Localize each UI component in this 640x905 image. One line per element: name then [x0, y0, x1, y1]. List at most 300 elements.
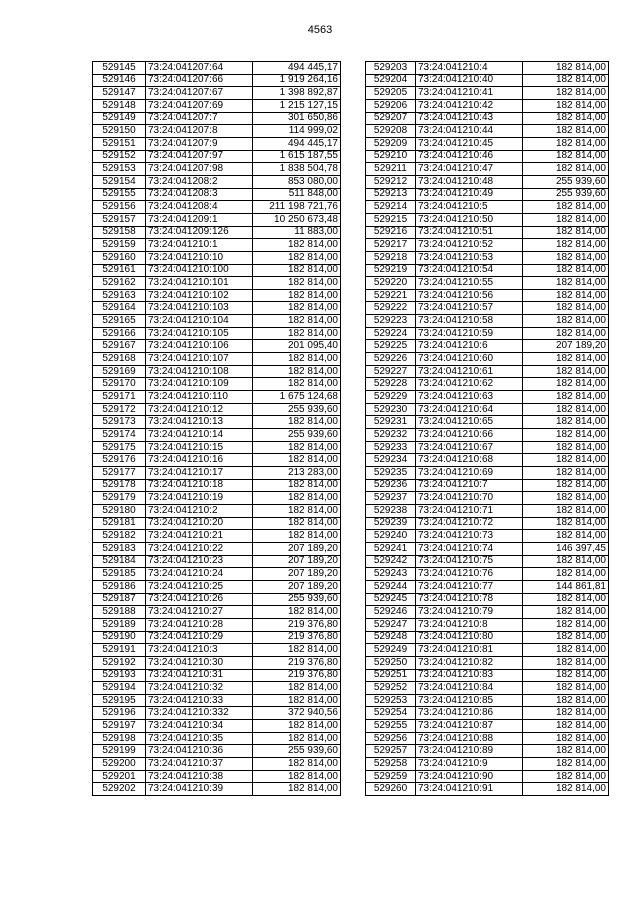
cadastral-value: 182 814,00: [253, 504, 341, 517]
table-row: [93, 201, 341, 214]
cadastral-number: 73:24:041207:64: [146, 62, 253, 75]
cadastral-value: 182 814,00: [253, 353, 341, 366]
table-row: [93, 479, 341, 492]
cadastral-number: 73:24:041210:24: [146, 568, 253, 581]
table-row: [366, 213, 609, 226]
cadastral-number: 73:24:041210:53: [416, 251, 523, 264]
table-row: [366, 403, 609, 416]
cadastral-number: 73:24:041208:3: [146, 188, 253, 201]
cadastral-value: 182 814,00: [253, 479, 341, 492]
cadastral-value: 182 814,00: [523, 441, 609, 454]
table-row: [93, 504, 341, 517]
table-row: [366, 87, 609, 100]
cadastral-value: 182 814,00: [523, 492, 609, 505]
cadastral-number: 73:24:041210:69: [416, 467, 523, 480]
row-number: 529208: [366, 125, 416, 138]
table-row: [93, 353, 341, 366]
cadastral-number: 73:24:041208:4: [146, 201, 253, 214]
cadastral-number: 73:24:041210:45: [416, 137, 523, 150]
cadastral-value: 182 814,00: [253, 289, 341, 302]
row-number: 529181: [93, 517, 146, 530]
table-row: [93, 251, 341, 264]
cadastral-number: 73:24:041210:57: [416, 302, 523, 315]
table-row: [366, 618, 609, 631]
cadastral-value: 182 814,00: [523, 365, 609, 378]
cadastral-number: 73:24:041210:42: [416, 99, 523, 112]
cadastral-value: 182 814,00: [523, 669, 609, 682]
cadastral-number: 73:24:041209:126: [146, 226, 253, 239]
table-row: [366, 226, 609, 239]
table-row: [366, 732, 609, 745]
row-number: 529239: [366, 517, 416, 530]
row-number: 529256: [366, 732, 416, 745]
table-row: [366, 289, 609, 302]
table-row: [93, 644, 341, 657]
cadastral-value: 144 861,81: [523, 580, 609, 593]
table-row: [366, 125, 609, 138]
row-number: 529221: [366, 289, 416, 302]
cadastral-number: 73:24:041210:56: [416, 289, 523, 302]
cadastral-number: 73:24:041210:103: [146, 302, 253, 315]
cadastral-value: 1 615 187,55: [253, 150, 341, 163]
row-number: 529150: [93, 125, 146, 138]
table-row: [366, 542, 609, 555]
table-row: [366, 479, 609, 492]
cadastral-value: 511 848,00: [253, 188, 341, 201]
row-number: 529235: [366, 467, 416, 480]
cadastral-number: 73:24:041210:4: [416, 62, 523, 75]
table-row: [366, 201, 609, 214]
cadastral-value: 182 814,00: [523, 732, 609, 745]
cadastral-number: 73:24:041210:5: [416, 201, 523, 214]
cadastral-number: 73:24:041210:37: [146, 758, 253, 771]
row-number: 529216: [366, 226, 416, 239]
table-row: [93, 517, 341, 530]
cadastral-value: 182 814,00: [523, 467, 609, 480]
row-number: 529210: [366, 150, 416, 163]
table-row: [366, 492, 609, 505]
cadastral-value: 182 814,00: [523, 618, 609, 631]
row-number: 529182: [93, 530, 146, 543]
cadastral-value: 182 814,00: [523, 783, 609, 796]
cadastral-value: 182 814,00: [523, 593, 609, 606]
row-number: 529190: [93, 631, 146, 644]
row-number: 529237: [366, 492, 416, 505]
cadastral-number: 73:24:041210:33: [146, 694, 253, 707]
row-number: 529245: [366, 593, 416, 606]
cadastral-value: 182 814,00: [523, 745, 609, 758]
cadastral-number: 73:24:041210:28: [146, 618, 253, 631]
row-number: 529249: [366, 644, 416, 657]
cadastral-value: 182 814,00: [253, 378, 341, 391]
row-number: 529188: [93, 606, 146, 619]
cadastral-number: 73:24:041210:39: [146, 783, 253, 796]
cadastral-value: 182 814,00: [523, 416, 609, 429]
table-row: [93, 365, 341, 378]
cadastral-value: 182 814,00: [253, 783, 341, 796]
table-row: [93, 454, 341, 467]
cadastral-value: 182 814,00: [523, 213, 609, 226]
table-row: [366, 517, 609, 530]
row-number: 529227: [366, 365, 416, 378]
table-row: [93, 277, 341, 290]
row-number: 529200: [93, 758, 146, 771]
table-row: [366, 631, 609, 644]
cadastral-value: 255 939,60: [523, 175, 609, 188]
row-number: 529248: [366, 631, 416, 644]
table-row: [93, 682, 341, 695]
cadastral-value: 219 376,80: [253, 631, 341, 644]
cadastral-number: 73:24:041210:34: [146, 720, 253, 733]
table-row: [366, 264, 609, 277]
table-row: [93, 593, 341, 606]
cadastral-value: 182 814,00: [253, 682, 341, 695]
cadastral-value: 182 814,00: [253, 251, 341, 264]
cadastral-table-right: [365, 61, 609, 796]
row-number: 529253: [366, 694, 416, 707]
cadastral-value: 182 814,00: [523, 530, 609, 543]
cadastral-number: 73:24:041210:7: [416, 479, 523, 492]
cadastral-number: 73:24:041210:41: [416, 87, 523, 100]
table-row: [93, 163, 341, 176]
table-row: [366, 682, 609, 695]
table-row: [366, 694, 609, 707]
row-number: 529212: [366, 175, 416, 188]
cadastral-value: 182 814,00: [523, 682, 609, 695]
table-row: [93, 783, 341, 796]
row-number: 529215: [366, 213, 416, 226]
cadastral-value: 146 397,45: [523, 542, 609, 555]
cadastral-number: 73:24:041210:64: [416, 403, 523, 416]
table-row: [93, 770, 341, 783]
cadastral-value: 182 814,00: [253, 239, 341, 252]
table-row: [93, 492, 341, 505]
cadastral-value: 182 814,00: [523, 251, 609, 264]
cadastral-number: 73:24:041210:73: [416, 530, 523, 543]
table-row: [366, 239, 609, 252]
row-number: 529187: [93, 593, 146, 606]
cadastral-number: 73:24:041210:105: [146, 327, 253, 340]
cadastral-value: 853 080,00: [253, 175, 341, 188]
cadastral-value: 1 215 127,15: [253, 99, 341, 112]
cadastral-number: 73:24:041210:82: [416, 656, 523, 669]
cadastral-number: 73:24:041210:89: [416, 745, 523, 758]
cadastral-value: 182 814,00: [523, 87, 609, 100]
cadastral-number: 73:24:041210:61: [416, 365, 523, 378]
row-number: 529171: [93, 391, 146, 404]
table-row: [93, 213, 341, 226]
table-row: [93, 542, 341, 555]
row-number: 529260: [366, 783, 416, 796]
table-row: [366, 353, 609, 366]
row-number: 529238: [366, 504, 416, 517]
cadastral-number: 73:24:041210:78: [416, 593, 523, 606]
table-row: [366, 175, 609, 188]
cadastral-number: 73:24:041210:6: [416, 340, 523, 353]
cadastral-value: 182 814,00: [523, 378, 609, 391]
cadastral-value: 255 939,60: [523, 188, 609, 201]
row-number: 529165: [93, 315, 146, 328]
cadastral-number: 73:24:041210:25: [146, 580, 253, 593]
table-row: [93, 429, 341, 442]
table-row: [93, 656, 341, 669]
cadastral-value: 1 675 124,68: [253, 391, 341, 404]
cadastral-number: 73:24:041210:79: [416, 606, 523, 619]
table-row: [366, 770, 609, 783]
cadastral-number: 73:24:041210:32: [146, 682, 253, 695]
cadastral-value: 182 814,00: [253, 302, 341, 315]
table-row: [93, 62, 341, 75]
cadastral-value: 182 814,00: [523, 137, 609, 150]
cadastral-value: 201 095,40: [253, 340, 341, 353]
cadastral-number: 73:24:041207:66: [146, 74, 253, 87]
cadastral-value: 182 814,00: [523, 163, 609, 176]
cadastral-number: 73:24:041210:19: [146, 492, 253, 505]
row-number: 529209: [366, 137, 416, 150]
table-row: [366, 378, 609, 391]
cadastral-number: 73:24:041210:12: [146, 403, 253, 416]
row-number: 529152: [93, 150, 146, 163]
row-number: 529229: [366, 391, 416, 404]
cadastral-number: 73:24:041207:7: [146, 112, 253, 125]
table-row: [366, 783, 609, 796]
table-row: [93, 720, 341, 733]
cadastral-value: 182 814,00: [253, 264, 341, 277]
table-row: [93, 74, 341, 87]
cadastral-value: 182 814,00: [523, 201, 609, 214]
cadastral-number: 73:24:041210:100: [146, 264, 253, 277]
row-number: 529180: [93, 504, 146, 517]
row-number: 529191: [93, 644, 146, 657]
table-row: [93, 289, 341, 302]
cadastral-number: 73:24:041210:63: [416, 391, 523, 404]
cadastral-value: 182 814,00: [523, 770, 609, 783]
table-row: [366, 656, 609, 669]
row-number: 529184: [93, 555, 146, 568]
table-row: [366, 454, 609, 467]
cadastral-value: 1 919 264,16: [253, 74, 341, 87]
row-number: 529232: [366, 429, 416, 442]
cadastral-number: 73:24:041210:77: [416, 580, 523, 593]
cadastral-number: 73:24:041210:59: [416, 327, 523, 340]
cadastral-value: 182 814,00: [523, 454, 609, 467]
table-row: [366, 340, 609, 353]
cadastral-value: 255 939,60: [253, 403, 341, 416]
table-row: [366, 416, 609, 429]
cadastral-value: 182 814,00: [253, 277, 341, 290]
cadastral-value: 182 814,00: [253, 454, 341, 467]
row-number: 529179: [93, 492, 146, 505]
table-row: [366, 669, 609, 682]
row-number: 529219: [366, 264, 416, 277]
table-row: [366, 137, 609, 150]
row-number: 529151: [93, 137, 146, 150]
cadastral-number: 73:24:041210:9: [416, 758, 523, 771]
row-number: 529213: [366, 188, 416, 201]
table-row: [93, 618, 341, 631]
table-row: [93, 87, 341, 100]
cadastral-number: 73:24:041210:107: [146, 353, 253, 366]
cadastral-number: 73:24:041210:86: [416, 707, 523, 720]
table-row: [93, 403, 341, 416]
cadastral-number: 73:24:041210:332: [146, 707, 253, 720]
cadastral-number: 73:24:041210:14: [146, 429, 253, 442]
cadastral-number: 73:24:041210:65: [416, 416, 523, 429]
cadastral-value: 182 814,00: [253, 758, 341, 771]
cadastral-value: 207 189,20: [253, 568, 341, 581]
cadastral-value: 182 814,00: [523, 517, 609, 530]
row-number: 529177: [93, 467, 146, 480]
table-row: [93, 302, 341, 315]
cadastral-number: 73:24:041210:62: [416, 378, 523, 391]
table-row: [366, 758, 609, 771]
row-number: 529222: [366, 302, 416, 315]
cadastral-number: 73:24:041210:87: [416, 720, 523, 733]
cadastral-value: 182 814,00: [523, 758, 609, 771]
table-row: [366, 467, 609, 480]
row-number: 529161: [93, 264, 146, 277]
cadastral-value: 182 814,00: [523, 302, 609, 315]
cadastral-value: 182 814,00: [253, 365, 341, 378]
row-number: 529207: [366, 112, 416, 125]
row-number: 529160: [93, 251, 146, 264]
table-row: [366, 112, 609, 125]
row-number: 529217: [366, 239, 416, 252]
table-row: [93, 580, 341, 593]
cadastral-number: 73:24:041210:66: [416, 429, 523, 442]
cadastral-value: 182 814,00: [253, 492, 341, 505]
cadastral-number: 73:24:041210:44: [416, 125, 523, 138]
table-row: [93, 758, 341, 771]
cadastral-number: 73:24:041207:69: [146, 99, 253, 112]
row-number: 529149: [93, 112, 146, 125]
row-number: 529242: [366, 555, 416, 568]
table-row: [366, 74, 609, 87]
table-row: [93, 555, 341, 568]
cadastral-value: 219 376,80: [253, 618, 341, 631]
table-row: [93, 416, 341, 429]
cadastral-value: 182 814,00: [523, 391, 609, 404]
cadastral-number: 73:24:041210:29: [146, 631, 253, 644]
row-number: 529172: [93, 403, 146, 416]
cadastral-number: 73:24:041210:58: [416, 315, 523, 328]
cadastral-value: 219 376,80: [253, 656, 341, 669]
cadastral-value: 182 814,00: [523, 568, 609, 581]
row-number: 529234: [366, 454, 416, 467]
cadastral-value: 211 198 721,76: [253, 201, 341, 214]
row-number: 529169: [93, 365, 146, 378]
cadastral-number: 73:24:041210:51: [416, 226, 523, 239]
cadastral-value: 301 650,86: [253, 112, 341, 125]
cadastral-value: 255 939,60: [253, 593, 341, 606]
cadastral-number: 73:24:041210:48: [416, 175, 523, 188]
cadastral-number: 73:24:041210:23: [146, 555, 253, 568]
cadastral-value: 182 814,00: [523, 694, 609, 707]
row-number: 529147: [93, 87, 146, 100]
row-number: 529153: [93, 163, 146, 176]
cadastral-value: 255 939,60: [253, 429, 341, 442]
cadastral-value: 207 189,20: [253, 555, 341, 568]
cadastral-number: 73:24:041210:1: [146, 239, 253, 252]
row-number: 529255: [366, 720, 416, 733]
table-row: [93, 137, 341, 150]
row-number: 529166: [93, 327, 146, 340]
cadastral-value: 114 999,02: [253, 125, 341, 138]
table-row: [93, 441, 341, 454]
cadastral-value: 182 814,00: [523, 264, 609, 277]
row-number: 529167: [93, 340, 146, 353]
cadastral-value: 182 814,00: [253, 327, 341, 340]
row-number: 529254: [366, 707, 416, 720]
cadastral-number: 73:24:041210:110: [146, 391, 253, 404]
table-row: [366, 707, 609, 720]
cadastral-value: 494 445,17: [253, 137, 341, 150]
cadastral-number: 73:24:041210:68: [416, 454, 523, 467]
row-number: 529164: [93, 302, 146, 315]
row-number: 529146: [93, 74, 146, 87]
row-number: 529170: [93, 378, 146, 391]
row-number: 529197: [93, 720, 146, 733]
row-number: 529203: [366, 62, 416, 75]
cadastral-value: 182 814,00: [253, 644, 341, 657]
table-row: [93, 112, 341, 125]
cadastral-number: 73:24:041210:81: [416, 644, 523, 657]
page-number: 4563: [307, 24, 333, 36]
row-number: 529178: [93, 479, 146, 492]
table-row: [93, 327, 341, 340]
row-number: 529159: [93, 239, 146, 252]
cadastral-number: 73:24:041210:8: [416, 618, 523, 631]
cadastral-number: 73:24:041210:43: [416, 112, 523, 125]
row-number: 529189: [93, 618, 146, 631]
row-number: 529183: [93, 542, 146, 555]
cadastral-number: 73:24:041210:76: [416, 568, 523, 581]
cadastral-value: 182 814,00: [253, 517, 341, 530]
cadastral-number: 73:24:041210:13: [146, 416, 253, 429]
cadastral-number: 73:24:041210:60: [416, 353, 523, 366]
row-number: 529220: [366, 277, 416, 290]
cadastral-value: 255 939,60: [253, 745, 341, 758]
cadastral-value: 1 398 892,87: [253, 87, 341, 100]
cadastral-value: 372 940,56: [253, 707, 341, 720]
cadastral-number: 73:24:041210:3: [146, 644, 253, 657]
cadastral-number: 73:24:041210:38: [146, 770, 253, 783]
row-number: 529258: [366, 758, 416, 771]
cadastral-number: 73:24:041207:9: [146, 137, 253, 150]
row-number: 529236: [366, 479, 416, 492]
cadastral-value: 182 814,00: [523, 656, 609, 669]
row-number: 529148: [93, 99, 146, 112]
cadastral-number: 73:24:041210:109: [146, 378, 253, 391]
row-number: 529199: [93, 745, 146, 758]
row-number: 529211: [366, 163, 416, 176]
table-row: [366, 188, 609, 201]
cadastral-number: 73:24:041210:71: [416, 504, 523, 517]
cadastral-number: 73:24:041210:17: [146, 467, 253, 480]
cadastral-value: 219 376,80: [253, 669, 341, 682]
cadastral-number: 73:24:041210:20: [146, 517, 253, 530]
cadastral-value: 182 814,00: [523, 479, 609, 492]
row-number: 529244: [366, 580, 416, 593]
cadastral-number: 73:24:041210:16: [146, 454, 253, 467]
table-row: [93, 391, 341, 404]
row-number: 529231: [366, 416, 416, 429]
cadastral-number: 73:24:041210:46: [416, 150, 523, 163]
row-number: 529257: [366, 745, 416, 758]
cadastral-value: 213 283,00: [253, 467, 341, 480]
table-row: [366, 429, 609, 442]
cadastral-number: 73:24:041210:91: [416, 783, 523, 796]
